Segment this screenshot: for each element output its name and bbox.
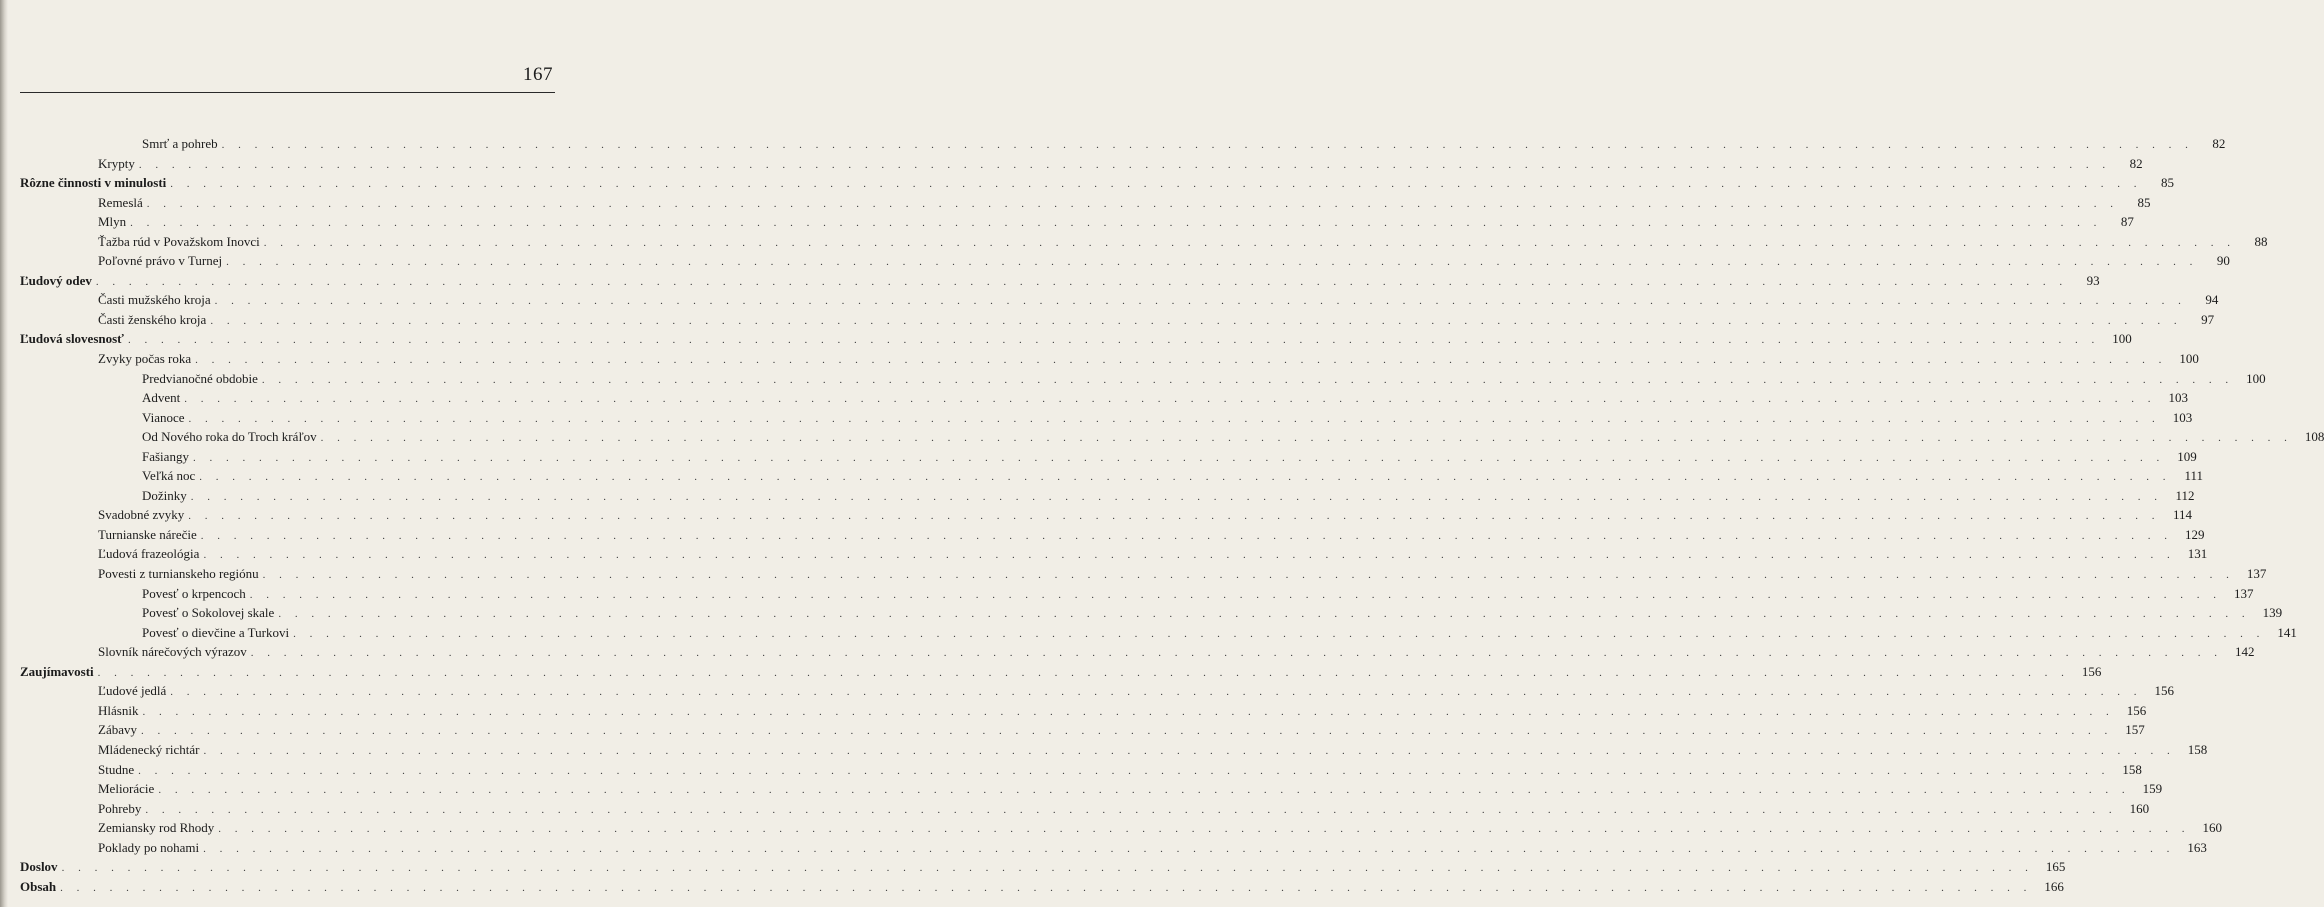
toc-entry-title: Obsah [20, 878, 57, 894]
toc-entry-page: 131 [2187, 546, 2208, 562]
toc-entry-title: Zvyky počas roka [98, 351, 192, 367]
toc-entry-page: 87 [2120, 214, 2134, 230]
toc-entry [20, 720, 2145, 740]
dot-leader: . . . . . . . . . . . . . . . . . . . . . . . . . . . . . . . . . . . . . . . . . . . . . . . . . . . . . . . . . . . . . . . . . . . . . . . . . . . . . . . . . . . . . . . . . . . . . . . . . . . . . . . . . . . . . . . . . . . . . . . . [320, 432, 2293, 445]
dot-leader: . . . . . . . . . . . . . . . . . . . . . . . . . . . . . . . . . . . . . . . . . . . . . . . . . . . . . . . . . . . . . . . . . . . . . . . . . . . . . . . . . . . . . . . . . . . . . . . . . . . . . . . . . . . . . . . . . . . . . . . . [170, 686, 2142, 699]
toc-entry-title: Turnianske nárečie [98, 526, 197, 542]
toc-entry [20, 193, 2151, 213]
toc-entry-page: 158 [2187, 741, 2208, 757]
toc-entry-title: Meliorácie [98, 781, 155, 797]
toc-entry-page: 88 [2254, 233, 2268, 249]
toc-entry-title: Fašiangy [142, 448, 189, 464]
dot-leader: . . . . . . . . . . . . . . . . . . . . . . . . . . . . . . . . . . . . . . . . . . . . . . . . . . . . . . . . . . . . . . . . . . . . . . . . . . . . . . . . . . . . . . . . . . . . . . . . . . . . . . . . . . . . . . . . . . . . . . . . [278, 608, 2251, 621]
toc-entry [20, 251, 2230, 271]
toc-entry [20, 662, 2102, 682]
toc-entry-page: 97 [2201, 311, 2215, 327]
toc-entry [20, 173, 2175, 193]
dot-leader: . . . . . . . . . . . . . . . . . . . . . . . . . . . . . . . . . . . . . . . . . . . . . . . . . . . . . . . . . . . . . . . . . . . . . . . . . . . . . . . . . . . . . . . . . . . . . . . . . . . . . . . . . . . . . . . . . . . . . . . . [249, 588, 2222, 601]
toc-entry-title: Povesť o krpencoch [142, 585, 246, 601]
toc-entry-page: 137 [2246, 566, 2267, 582]
dot-leader: . . . . . . . . . . . . . . . . . . . . . . . . . . . . . . . . . . . . . . . . . . . . . . . . . . . . . . . . . . . . . . . . . . . . . . . . . . . . . . . . . . . . . . . . . . . . . . . . . . . . . . . . . . . . . . . . . . . . . . . . [199, 471, 2172, 484]
dot-leader: . . . . . . . . . . . . . . . . . . . . . . . . . . . . . . . . . . . . . . . . . . . . . . . . . . . . . . . . . . . . . . . . . . . . . . . . . . . . . . . . . . . . . . . . . . . . . . . . . . . . . . . . . . . . . . . . . . . . . . . . [226, 256, 2198, 269]
toc-entry [20, 154, 2143, 174]
toc-entry-title: Zemiansky rod Rhody [98, 820, 215, 836]
toc-entry [20, 642, 2255, 662]
toc-entry [20, 232, 2268, 252]
toc-entry [20, 760, 2142, 780]
toc-entry-page: 160 [2202, 820, 2223, 836]
toc-entry [20, 584, 2254, 604]
toc-entry [20, 134, 2226, 154]
dot-leader: . . . . . . . . . . . . . . . . . . . . . . . . . . . . . . . . . . . . . . . . . . . . . . . . . . . . . . . . . . . . . . . . . . . . . . . . . . . . . . . . . . . . . . . . . . . . . . . . . . . . . . . . . . . . . . . . . . . . . . . . [146, 197, 2119, 210]
dot-leader: . . . . . . . . . . . . . . . . . . . . . . . . . . . . . . . . . . . . . . . . . . . . . . . . . . . . . . . . . . . . . . . . . . . . . . . . . . . . . . . . . . . . . . . . . . . . . . . . . . . . . . . . . . . . . . . . . . . . . . . . [145, 803, 2118, 816]
toc-entry-title: Dožinky [142, 487, 187, 503]
toc-entry [20, 877, 2064, 897]
toc-entry [20, 564, 2267, 584]
dot-leader: . . . . . . . . . . . . . . . . . . . . . . . . . . . . . . . . . . . . . . . . . . . . . . . . . . . . . . . . . . . . . . . . . . . . . . . . . . . . . . . . . . . . . . . . . . . . . . . . . . . . . . . . . . . . . . . . . . . . . . . . [192, 451, 2165, 464]
dot-leader: . . . . . . . . . . . . . . . . . . . . . . . . . . . . . . . . . . . . . . . . . . . . . . . . . . . . . . . . . . . . . . . . . . . . . . . . . . . . . . . . . . . . . . . . . . . . . . . . . . . . . . . . . . . . . . . . . . . . . . . . [214, 295, 2187, 308]
toc-entry [20, 212, 2134, 232]
dot-leader: . . . . . . . . . . . . . . . . . . . . . . . . . . . . . . . . . . . . . . . . . . . . . . . . . . . . . . . . . . . . . . . . . . . . . . . . . . . . . . . . . . . . . . . . . . . . . . . . . . . . . . . . . . . . . . . . . . . . . . . . [221, 139, 2194, 151]
toc-entry-title: Predvianočné obdobie [142, 370, 258, 386]
toc-entry-title: Poklady po nohami [98, 839, 200, 855]
toc-entry [20, 329, 2132, 349]
toc-entry-title: Časti mužského kroja [98, 292, 211, 308]
toc-entry-page: 94 [2205, 292, 2219, 308]
dot-leader: . . . . . . . . . . . . . . . . . . . . . . . . . . . . . . . . . . . . . . . . . . . . . . . . . . . . . . . . . . . . . . . . . . . . . . . . . . . . . . . . . . . . . . . . . . . . . . . . . . . . . . . . . . . . . . . . . . . . . . . . [203, 744, 2176, 757]
toc-entry-page: 109 [2177, 448, 2197, 464]
toc-entry-title: Povesti z turnianskeho regiónu [98, 566, 259, 582]
dot-leader: . . . . . . . . . . . . . . . . . . . . . . . . . . . . . . . . . . . . . . . . . . . . . . . . . . . . . . . . . . . . . . . . . . . . . . . . . . . . . . . . . . . . . . . . . . . . . . . . . . . . . . . . . . . . . . . . . . . . . . . . [130, 217, 2102, 230]
toc-entry [20, 486, 2195, 506]
toc-entry-page: 129 [2185, 526, 2205, 542]
toc-entry-title: Krypty [98, 155, 135, 171]
toc-entry [20, 427, 2324, 447]
toc-entry-title: Remeslá [98, 194, 143, 210]
toc-entry [20, 681, 2174, 701]
dot-leader: . . . . . . . . . . . . . . . . . . . . . . . . . . . . . . . . . . . . . . . . . . . . . . . . . . . . . . . . . . . . . . . . . . . . . . . . . . . . . . . . . . . . . . . . . . . . . . . . . . . . . . . . . . . . . . . . . . . . . . . . [200, 529, 2173, 542]
toc-entry-page: 108 [2304, 429, 2324, 445]
toc-entry-page: 114 [2173, 507, 2193, 523]
toc-entry-title: Svadobné zvyky [98, 507, 185, 523]
toc-entry-title: Advent [142, 390, 181, 406]
toc-entry [20, 271, 2100, 291]
dot-leader: . . . . . . . . . . . . . . . . . . . . . . . . . . . . . . . . . . . . . . . . . . . . . . . . . . . . . . . . . . . . . . . . . . . . . . . . . . . . . . . . . . . . . . . . . . . . . . . . . . . . . . . . . . . . . . . . . . . . . . . . [61, 862, 2034, 875]
page-number: 167 [523, 64, 553, 85]
toc-entry-title: Ľudová slovesnosť [20, 331, 124, 347]
toc-entry [20, 310, 2215, 330]
toc-entry-title: Rôzne činnosti v minulosti [20, 175, 167, 191]
toc-entry-page: 137 [2234, 585, 2254, 601]
page-edge [0, 0, 8, 907]
toc-entry [20, 818, 2223, 838]
dot-leader: . . . . . . . . . . . . . . . . . . . . . . . . . . . . . . . . . . . . . . . . . . . . . . . . . . . . . . . . . . . . . . . . . . . . . . . . . . . . . . . . . . . . . . . . . . . . . . . . . . . . . . . . . . . . . . . . . . . . . . . . [184, 393, 2157, 406]
dot-leader: . . . . . . . . . . . . . . . . . . . . . . . . . . . . . . . . . . . . . . . . . . . . . . . . . . . . . . . . . . . . . . . . . . . . . . . . . . . . . . . . . . . . . . . . . . . . . . . . . . . . . . . . . . . . . . . . . . . . . . . . [127, 334, 2100, 347]
toc-entry-page: 156 [2154, 683, 2174, 699]
toc-entry-title: Povesť o Sokolovej skale [142, 605, 275, 621]
toc-entry [20, 544, 2208, 564]
toc-entry [20, 779, 2163, 799]
dot-leader: . . . . . . . . . . . . . . . . . . . . . . . . . . . . . . . . . . . . . . . . . . . . . . . . . . . . . . . . . . . . . . . . . . . . . . . . . . . . . . . . . . . . . . . . . . . . . . . . . . . . . . . . . . . . . . . . . . . . . . . . [60, 881, 2032, 894]
toc-entry-page: 165 [2045, 859, 2066, 875]
toc-entry-title: Poľovné právo v Turnej [98, 253, 223, 269]
toc-entry-title: Mlyn [98, 214, 127, 230]
toc-entry [20, 447, 2197, 467]
dot-leader: . . . . . . . . . . . . . . . . . . . . . . . . . . . . . . . . . . . . . . . . . . . . . . . . . . . . . . . . . . . . . . . . . . . . . . . . . . . . . . . . . . . . . . . . . . . . . . . . . . . . . . . . . . . . . . . . . . . . . . . . [138, 158, 2111, 171]
header-rule [20, 92, 555, 93]
dot-leader: . . . . . . . . . . . . . . . . . . . . . . . . . . . . . . . . . . . . . . . . . . . . . . . . . . . . . . . . . . . . . . . . . . . . . . . . . . . . . . . . . . . . . . . . . . . . . . . . . . . . . . . . . . . . . . . . . . . . . . . . [195, 354, 2167, 367]
toc-entry-page: 103 [2172, 409, 2193, 425]
toc-entry-title: Ťažba rúd v Považskom Inovci [98, 233, 260, 249]
toc-entry-page: 85 [2137, 194, 2151, 210]
dot-leader: . . . . . . . . . . . . . . . . . . . . . . . . . . . . . . . . . . . . . . . . . . . . . . . . . . . . . . . . . . . . . . . . . . . . . . . . . . . . . . . . . . . . . . . . . . . . . . . . . . . . . . . . . . . . . . . . . . . . . . . . [261, 373, 2234, 386]
dot-leader: . . . . . . . . . . . . . . . . . . . . . . . . . . . . . . . . . . . . . . . . . . . . . . . . . . . . . . . . . . . . . . . . . . . . . . . . . . . . . . . . . . . . . . . . . . . . . . . . . . . . . . . . . . . . . . . . . . . . . . . . [293, 627, 2265, 640]
toc-entry-page: 156 [2126, 702, 2147, 718]
table-of-contents [20, 134, 2324, 896]
toc-entry-page: 156 [2081, 663, 2102, 679]
toc-entry-title: Zaujímavosti [20, 663, 94, 679]
toc-entry-page: 163 [2187, 839, 2207, 855]
dot-leader: . . . . . . . . . . . . . . . . . . . . . . . . . . . . . . . . . . . . . . . . . . . . . . . . . . . . . . . . . . . . . . . . . . . . . . . . . . . . . . . . . . . . . . . . . . . . . . . . . . . . . . . . . . . . . . . . . . . . . . . . [97, 666, 2070, 679]
toc-entry [20, 857, 2066, 877]
toc-entry [20, 290, 2219, 310]
dot-leader: . . . . . . . . . . . . . . . . . . . . . . . . . . . . . . . . . . . . . . . . . . . . . . . . . . . . . . . . . . . . . . . . . . . . . . . . . . . . . . . . . . . . . . . . . . . . . . . . . . . . . . . . . . . . . . . . . . . . . . . . [250, 647, 2223, 660]
toc-entry-page: 103 [2168, 390, 2189, 406]
toc-entry-page: 82 [2129, 155, 2143, 171]
toc-entry [20, 623, 2297, 643]
toc-entry-title: Ľudové jedlá [98, 683, 167, 699]
dot-leader: . . . . . . . . . . . . . . . . . . . . . . . . . . . . . . . . . . . . . . . . . . . . . . . . . . . . . . . . . . . . . . . . . . . . . . . . . . . . . . . . . . . . . . . . . . . . . . . . . . . . . . . . . . . . . . . . . . . . . . . . [95, 275, 2068, 288]
toc-entry-title: Povesť o dievčine a Turkovi [142, 624, 290, 640]
toc-entry-title: Mládenecký richtár [98, 741, 200, 757]
toc-entry-page: 82 [2212, 136, 2226, 151]
toc-entry-page: 160 [2129, 800, 2150, 816]
dot-leader: . . . . . . . . . . . . . . . . . . . . . . . . . . . . . . . . . . . . . . . . . . . . . . . . . . . . . . . . . . . . . . . . . . . . . . . . . . . . . . . . . . . . . . . . . . . . . . . . . . . . . . . . . . . . . . . . . . . . . . . . [218, 823, 2191, 836]
toc-entry-title: Smrť a pohreb [142, 136, 218, 151]
toc-entry-page: 93 [2086, 272, 2100, 288]
toc-entry-page: 100 [2246, 370, 2266, 386]
toc-entry-page: 111 [2184, 468, 2204, 484]
dot-leader: . . . . . . . . . . . . . . . . . . . . . . . . . . . . . . . . . . . . . . . . . . . . . . . . . . . . . . . . . . . . . . . . . . . . . . . . . . . . . . . . . . . . . . . . . . . . . . . . . . . . . . . . . . . . . . . . . . . . . . . . [188, 510, 2161, 523]
toc-entry [20, 740, 2208, 760]
toc-entry-page: 100 [2112, 331, 2132, 347]
toc-entry-title: Pohreby [98, 800, 142, 816]
dot-leader: . . . . . . . . . . . . . . . . . . . . . . . . . . . . . . . . . . . . . . . . . . . . . . . . . . . . . . . . . . . . . . . . . . . . . . . . . . . . . . . . . . . . . . . . . . . . . . . . . . . . . . . . . . . . . . . . . . . . . . . . [158, 784, 2131, 797]
toc-entry [20, 603, 2283, 623]
toc-entry-title: Ľudový odev [20, 272, 92, 288]
toc-entry-page: 157 [2125, 722, 2145, 738]
toc-entry-title: Časti ženského kroja [98, 311, 207, 327]
toc-entry-title: Doslov [20, 859, 58, 875]
toc-entry-page: 166 [2044, 878, 2064, 894]
toc-entry-title: Od Nového roka do Troch kráľov [142, 429, 317, 445]
toc-entry-page: 159 [2142, 781, 2163, 797]
toc-entry-title: Vianoce [142, 409, 185, 425]
toc-entry-page: 112 [2175, 487, 2195, 503]
toc-entry [20, 525, 2205, 545]
toc-entry [20, 701, 2147, 721]
dot-leader: . . . . . . . . . . . . . . . . . . . . . . . . . . . . . . . . . . . . . . . . . . . . . . . . . . . . . . . . . . . . . . . . . . . . . . . . . . . . . . . . . . . . . . . . . . . . . . . . . . . . . . . . . . . . . . . . . . . . . . . . [263, 236, 2236, 249]
toc-entry-page: 158 [2122, 761, 2142, 777]
dot-leader: . . . . . . . . . . . . . . . . . . . . . . . . . . . . . . . . . . . . . . . . . . . . . . . . . . . . . . . . . . . . . . . . . . . . . . . . . . . . . . . . . . . . . . . . . . . . . . . . . . . . . . . . . . . . . . . . . . . . . . . . [203, 842, 2175, 855]
toc-entry-title: Ľudová frazeológia [98, 546, 200, 562]
dot-leader: . . . . . . . . . . . . . . . . . . . . . . . . . . . . . . . . . . . . . . . . . . . . . . . . . . . . . . . . . . . . . . . . . . . . . . . . . . . . . . . . . . . . . . . . . . . . . . . . . . . . . . . . . . . . . . . . . . . . . . . . [190, 490, 2163, 503]
dot-leader: . . . . . . . . . . . . . . . . . . . . . . . . . . . . . . . . . . . . . . . . . . . . . . . . . . . . . . . . . . . . . . . . . . . . . . . . . . . . . . . . . . . . . . . . . . . . . . . . . . . . . . . . . . . . . . . . . . . . . . . . [138, 764, 2110, 777]
toc-entry [20, 799, 2150, 819]
dot-leader: . . . . . . . . . . . . . . . . . . . . . . . . . . . . . . . . . . . . . . . . . . . . . . . . . . . . . . . . . . . . . . . . . . . . . . . . . . . . . . . . . . . . . . . . . . . . . . . . . . . . . . . . . . . . . . . . . . . . . . . . [203, 549, 2176, 562]
toc-entry-page: 142 [2234, 644, 2255, 660]
toc-entry-title: Zábavy [98, 722, 137, 738]
dot-leader: . . . . . . . . . . . . . . . . . . . . . . . . . . . . . . . . . . . . . . . . . . . . . . . . . . . . . . . . . . . . . . . . . . . . . . . . . . . . . . . . . . . . . . . . . . . . . . . . . . . . . . . . . . . . . . . . . . . . . . . . [142, 705, 2115, 718]
toc-entry [20, 349, 2199, 369]
toc-entry-title: Studne [98, 761, 135, 777]
toc-entry [20, 466, 2204, 486]
toc-entry [20, 388, 2189, 408]
toc-entry-page: 139 [2262, 605, 2283, 621]
toc-entry-page: 100 [2179, 351, 2199, 367]
toc-entry-title: Slovník nárečových výrazov [98, 644, 247, 660]
dot-leader: . . . . . . . . . . . . . . . . . . . . . . . . . . . . . . . . . . . . . . . . . . . . . . . . . . . . . . . . . . . . . . . . . . . . . . . . . . . . . . . . . . . . . . . . . . . . . . . . . . . . . . . . . . . . . . . . . . . . . . . . [170, 178, 2143, 191]
dot-leader: . . . . . . . . . . . . . . . . . . . . . . . . . . . . . . . . . . . . . . . . . . . . . . . . . . . . . . . . . . . . . . . . . . . . . . . . . . . . . . . . . . . . . . . . . . . . . . . . . . . . . . . . . . . . . . . . . . . . . . . . [140, 725, 2113, 738]
toc-entry-page: 90 [2216, 253, 2230, 269]
toc-entry-page: 141 [2277, 624, 2297, 640]
toc-entry [20, 838, 2207, 858]
dot-leader: . . . . . . . . . . . . . . . . . . . . . . . . . . . . . . . . . . . . . . . . . . . . . . . . . . . . . . . . . . . . . . . . . . . . . . . . . . . . . . . . . . . . . . . . . . . . . . . . . . . . . . . . . . . . . . . . . . . . . . . . [210, 314, 2183, 327]
dot-leader: . . . . . . . . . . . . . . . . . . . . . . . . . . . . . . . . . . . . . . . . . . . . . . . . . . . . . . . . . . . . . . . . . . . . . . . . . . . . . . . . . . . . . . . . . . . . . . . . . . . . . . . . . . . . . . . . . . . . . . . . [188, 412, 2161, 425]
toc-entry [20, 505, 2193, 525]
toc-entry-title: Veľká noc [142, 468, 196, 484]
toc-entry [20, 408, 2193, 428]
toc-entry-page: 85 [2161, 175, 2175, 191]
toc-entry-title: Hlásnik [98, 702, 139, 718]
toc-entry [20, 369, 2266, 389]
dot-leader: . . . . . . . . . . . . . . . . . . . . . . . . . . . . . . . . . . . . . . . . . . . . . . . . . . . . . . . . . . . . . . . . . . . . . . . . . . . . . . . . . . . . . . . . . . . . . . . . . . . . . . . . . . . . . . . . . . . . . . . . [262, 569, 2235, 582]
